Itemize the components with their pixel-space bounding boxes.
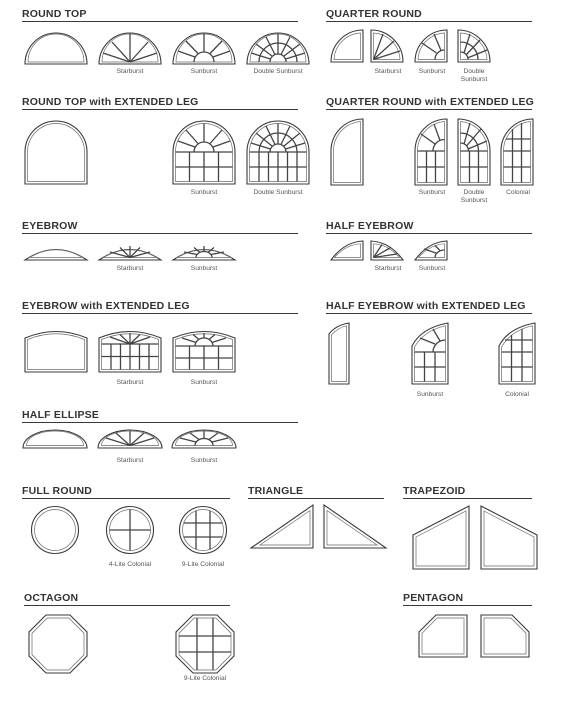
caption-sunburst: Sunburst [418, 265, 446, 272]
quarter-round-window [330, 28, 364, 64]
section-title-full-round: FULL ROUND [22, 485, 93, 497]
caption-starburst: Starburst [116, 68, 144, 75]
section-title-quarter-round-extended-leg: QUARTER ROUND with EXTENDED LEG [326, 96, 535, 108]
round-top-extended-leg-double-sunburst-window [246, 120, 310, 186]
caption-starburst: Starburst [374, 68, 402, 75]
pentagon-left-window [418, 614, 468, 658]
section-title-half-eyebrow-extended-leg: HALF EYEBROW with EXTENDED LEG [326, 300, 526, 312]
caption-colonial: Colonial [506, 189, 530, 196]
caption-sunburst: Sunburst [416, 391, 444, 398]
section-title-half-eyebrow: HALF EYEBROW [326, 220, 414, 232]
half-eyebrow-extended-leg-colonial-window [498, 322, 536, 386]
caption-9-lite-colonial: 9-Lite Colonial [181, 561, 225, 568]
section-title-half-ellipse: HALF ELLIPSE [22, 409, 100, 421]
section-divider [326, 233, 532, 234]
trapezoid-right-window [480, 505, 538, 571]
section-title-round-top: ROUND TOP [22, 8, 87, 20]
caption-9-lite-colonial: 9-Lite Colonial [183, 675, 227, 682]
caption-sunburst: Sunburst [190, 68, 218, 75]
eyebrow-extended-leg-sunburst-window [172, 328, 236, 374]
section-divider [22, 313, 298, 314]
round-top-extended-leg-window [24, 120, 88, 186]
caption-starburst: Starburst [116, 379, 144, 386]
eyebrow-sunburst-window [172, 240, 236, 262]
full-round-window [30, 505, 80, 555]
section-divider [22, 109, 298, 110]
caption-sunburst: Sunburst [418, 68, 446, 75]
half-eyebrow-extended-leg-sunburst-window [411, 322, 449, 386]
section-divider [22, 233, 298, 234]
half-eyebrow-window [330, 240, 364, 262]
quarter-round-extended-leg-window [330, 117, 364, 187]
section-divider [326, 21, 532, 22]
caption-colonial: Colonial [505, 391, 529, 398]
half-eyebrow-extended-leg-window [328, 322, 350, 386]
quarter-round-extended-leg-colonial-window [500, 117, 534, 187]
full-round-9-lite-colonial-window [178, 505, 228, 555]
triangle-left-window [250, 504, 314, 550]
caption-double-sunburst: Double Sunburst [253, 68, 303, 75]
caption-double: Double [463, 68, 485, 75]
eyebrow-starburst-window [98, 240, 162, 262]
half-ellipse-starburst-window [97, 428, 163, 450]
octagon-window [28, 614, 88, 674]
caption-4-lite-colonial: 4-Lite Colonial [108, 561, 152, 568]
section-divider [22, 498, 230, 499]
quarter-round-double-sunburst-window [457, 28, 491, 64]
half-ellipse-sunburst-window [171, 428, 237, 450]
section-title-pentagon: PENTAGON [403, 592, 464, 604]
eyebrow-extended-leg-window [24, 328, 88, 374]
half-eyebrow-starburst-window [370, 240, 404, 262]
caption-starburst: Starburst [116, 457, 144, 464]
round-top-window [24, 30, 88, 66]
caption-sunburst: Sunburst [190, 457, 218, 464]
caption-sunburst: Sunburst [460, 197, 488, 204]
eyebrow-window [24, 240, 88, 262]
caption-sunburst: Sunburst [460, 76, 488, 83]
section-title-eyebrow-extended-leg: EYEBROW with EXTENDED LEG [22, 300, 190, 312]
quarter-round-sunburst-window [414, 28, 448, 64]
quarter-round-extended-leg-sunburst-window [414, 117, 448, 187]
section-title-quarter-round: QUARTER ROUND [326, 8, 422, 20]
caption-starburst: Starburst [116, 265, 144, 272]
round-top-double-sunburst-window [246, 30, 310, 66]
caption-sunburst: Sunburst [190, 379, 218, 386]
section-divider [326, 313, 532, 314]
half-eyebrow-sunburst-window [414, 240, 448, 262]
trapezoid-left-window [412, 505, 470, 571]
section-divider [403, 605, 532, 606]
caption-sunburst: Sunburst [190, 265, 218, 272]
section-divider [22, 422, 298, 423]
full-round-4-lite-colonial-window [105, 505, 155, 555]
section-divider [24, 605, 230, 606]
round-top-starburst-window [98, 30, 162, 66]
section-divider [326, 109, 532, 110]
section-title-trapezoid: TRAPEZOID [403, 485, 466, 497]
octagon-9-lite-colonial-window [175, 614, 235, 674]
triangle-right-window [323, 504, 387, 550]
eyebrow-extended-leg-starburst-window [98, 328, 162, 374]
section-divider [22, 21, 298, 22]
section-divider [248, 498, 384, 499]
half-ellipse-window [22, 428, 88, 450]
round-top-sunburst-window [172, 30, 236, 66]
caption-starburst: Starburst [374, 265, 402, 272]
round-top-extended-leg-sunburst-window [172, 120, 236, 186]
caption-sunburst: Sunburst [418, 189, 446, 196]
section-divider [403, 498, 532, 499]
section-title-round-top-extended-leg: ROUND TOP with EXTENDED LEG [22, 96, 199, 108]
quarter-round-extended-leg-double-sunburst-window [457, 117, 491, 187]
pentagon-right-window [480, 614, 530, 658]
section-title-triangle: TRIANGLE [248, 485, 304, 497]
section-title-eyebrow: EYEBROW [22, 220, 78, 232]
caption-double-sunburst: Double Sunburst [253, 189, 303, 196]
caption-double: Double [463, 189, 485, 196]
caption-sunburst: Sunburst [190, 189, 218, 196]
quarter-round-starburst-window [370, 28, 404, 64]
section-title-octagon: OCTAGON [24, 592, 79, 604]
